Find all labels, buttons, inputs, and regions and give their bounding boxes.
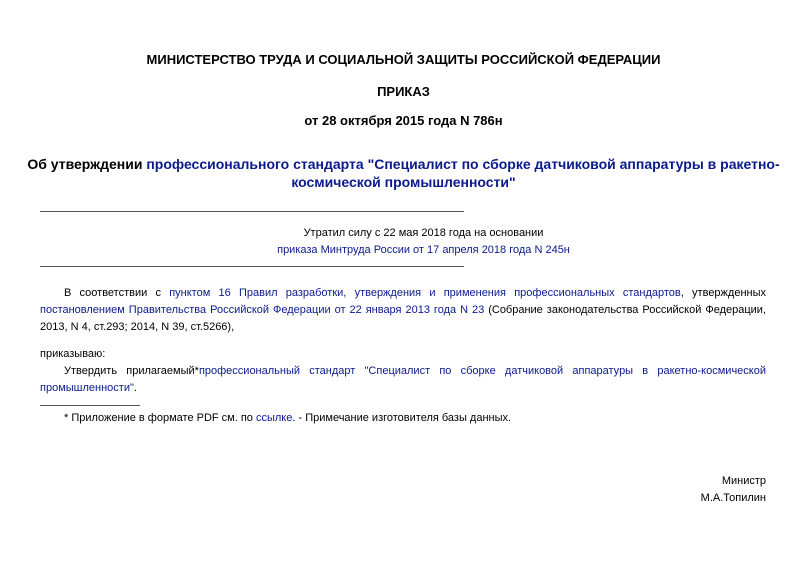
decree-link[interactable]: постановлением Правительства Российской Федерации от 22 января 2013 года N 23 — [40, 304, 485, 316]
order-suffix: . — [133, 382, 137, 394]
preamble-line-1 — [40, 285, 766, 302]
ministry-heading: МИНИСТЕРСТВО ТРУДА И СОЦИАЛЬНОЙ ЗАЩИТЫ РОССИЙСКОЙ ФЕДЕРАЦИИ — [146, 52, 661, 67]
divider-top — [40, 211, 464, 212]
standard-link-cont[interactable]: промышленности" — [40, 382, 134, 394]
title-link-cont[interactable]: космической промышленности" — [291, 174, 516, 190]
order-text — [40, 363, 766, 397]
repeal-order-link[interactable]: приказа Минтруда России от 17 апреля 2018 года N 245н — [277, 244, 570, 256]
status-link-line — [40, 244, 807, 256]
order-prefix: Утвердить прилагаемый* — [64, 365, 199, 377]
preamble — [40, 285, 766, 336]
order-verb: приказываю: — [40, 348, 106, 360]
footnote-prefix: * Приложение в формате PDF см. по — [64, 412, 256, 424]
document-title — [0, 155, 807, 191]
status-line: Утратил силу с 22 мая 2018 года на основании — [303, 227, 544, 239]
order-line-1 — [40, 363, 766, 380]
footnote-divider — [40, 405, 140, 406]
signature-title: Министр — [721, 475, 766, 487]
divider-bottom — [40, 266, 464, 267]
preamble-suffix: , утвержденных — [680, 287, 767, 299]
title-prefix: Об утверждении — [27, 156, 147, 172]
title-line-2 — [0, 173, 807, 191]
footnote — [64, 410, 766, 427]
pdf-link[interactable]: ссылке — [255, 412, 293, 424]
footnote-suffix: . - Примечание изготовителя базы данных. — [292, 412, 512, 424]
preamble-line2-suffix: (Собрание законодательства Российской Федерации, — [484, 304, 766, 316]
title-line-1 — [0, 155, 807, 173]
rules-link[interactable]: пунктом 16 Правил разработки, утверждения и применения профессиональных стандартов — [169, 287, 681, 299]
doc-type-heading: ПРИКАЗ — [377, 84, 430, 99]
date-number: от 28 октября 2015 года N 786н — [304, 113, 503, 128]
order-line-2 — [40, 380, 766, 397]
preamble-prefix: В соответствии с — [64, 287, 170, 299]
preamble-line-3: 2013, N 4, ст.293; 2014, N 39, ст.5266), — [40, 321, 235, 333]
standard-link[interactable]: профессиональный стандарт "Специалист по сборке датчиковой аппаратуры в ракетно-космической — [198, 365, 766, 377]
title-link[interactable]: профессионального стандарта "Специалист по сборке датчиковой аппаратуры в ракетно- — [146, 156, 780, 172]
preamble-line-2 — [40, 302, 766, 319]
signature-name: М.А.Топилин — [700, 492, 766, 504]
